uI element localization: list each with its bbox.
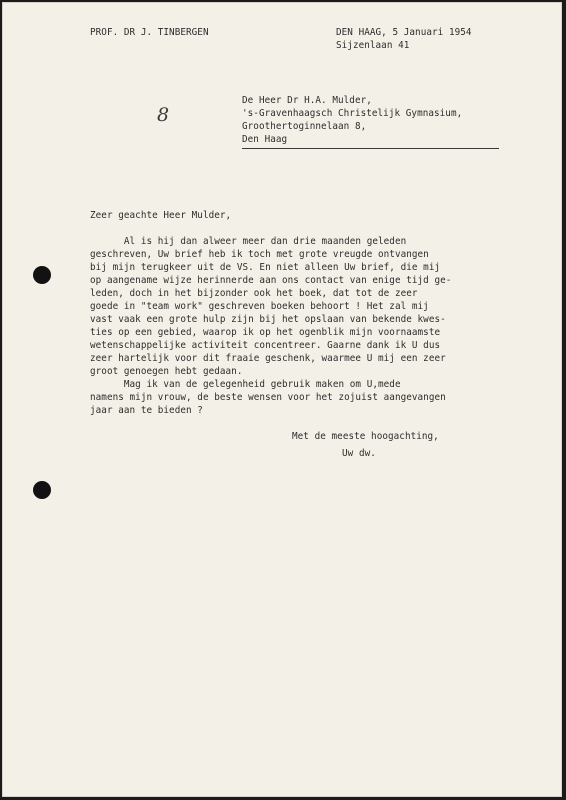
- recipient-line: Den Haag: [242, 134, 288, 145]
- recipient-line: 's-Gravenhaagsch Christelijk Gymnasium,: [242, 108, 463, 119]
- punch-hole-top: [33, 266, 51, 284]
- sender-name: PROF. DR J. TINBERGEN: [90, 27, 209, 38]
- place-date: DEN HAAG, 5 Januari 1954: [336, 27, 472, 38]
- text-line: Al is hij dan alweer meer dan drie maanden geleden: [90, 236, 407, 247]
- text-line: bij mijn terugkeer uit de VS. En niet alleen Uw brief, die mij: [90, 262, 441, 273]
- salutation: Zeer geachte Heer Mulder,: [90, 210, 232, 221]
- recipient-line: Groothertoginnelaan 8,: [242, 121, 367, 132]
- address-underline: [242, 148, 499, 149]
- text-line: groot genoegen hebt gedaan.: [90, 366, 243, 377]
- closing: Met de meeste hoogachting,: [292, 431, 439, 442]
- sender-address: Sijzenlaan 41: [336, 40, 410, 51]
- text-line: Mag ik van de gelegenheid gebruik maken om U,mede: [90, 379, 401, 390]
- text-line: jaar aan te bieden ?: [90, 405, 203, 416]
- text-line: wetenschappelijke activiteit concentreer. Gaarne dank ik U dus: [90, 340, 441, 351]
- signature: Uw dw.: [342, 448, 376, 459]
- handwritten-number: 8: [157, 104, 170, 126]
- recipient-line: De Heer Dr H.A. Mulder,: [242, 95, 372, 106]
- text-line: vast vaak een grote hulp zijn bij het opslaan van bekende kwes-: [90, 314, 446, 325]
- text-line: zeer hartelijk voor dit fraaie geschenk, waarmee U mij een zeer: [90, 353, 446, 364]
- text-line: namens mijn vrouw, de beste wensen voor het zojuist aangevangen: [90, 392, 446, 403]
- text-line: goede in "team work" geschreven boeken behoort ! Het zal mij: [90, 301, 429, 312]
- punch-hole-bottom: [33, 481, 51, 499]
- text-line: op aangename wijze herinnerde aan ons contact van enige tijd ge-: [90, 275, 452, 286]
- letter-page: [2, 2, 562, 797]
- text-line: ties op een gebied, waarop ik op het ogenblik mijn voornaamste: [90, 327, 441, 338]
- text-line: leden, doch in het bijzonder ook het boek, dat tot de zeer: [90, 288, 418, 299]
- text-line: geschreven, Uw brief heb ik toch met grote vreugde ontvangen: [90, 249, 429, 260]
